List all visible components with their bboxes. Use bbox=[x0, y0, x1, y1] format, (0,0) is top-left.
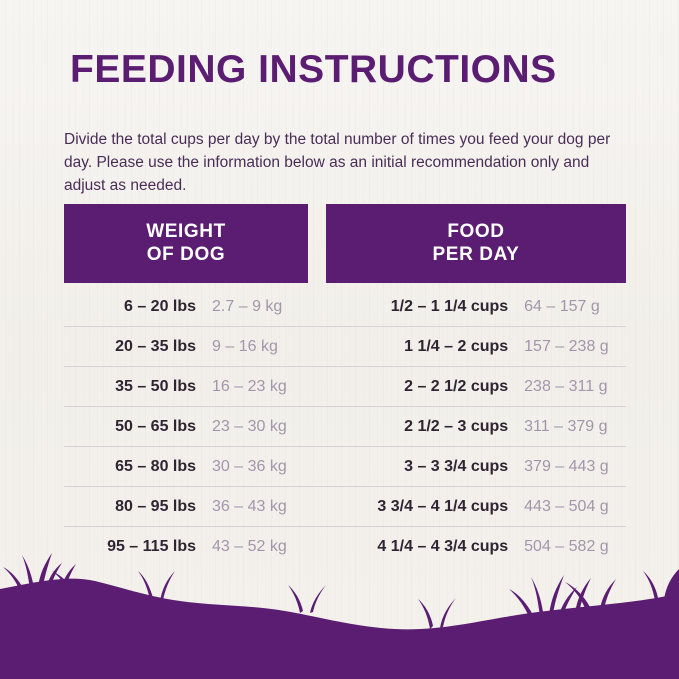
header-weight-of-dog bbox=[64, 204, 308, 283]
cell-weight-lbs: 65 – 80 lbs bbox=[115, 457, 197, 475]
cell-food-cups: 2 1/2 – 3 cups bbox=[404, 417, 509, 435]
cell-weight-lbs: 20 – 35 lbs bbox=[115, 337, 197, 355]
cell-food-cups: 2 – 2 1/2 cups bbox=[404, 377, 509, 395]
table-row bbox=[64, 367, 626, 407]
header-weight-line1: WEIGHT bbox=[146, 221, 226, 242]
cell-weight-lbs: 95 – 115 lbs bbox=[107, 537, 197, 555]
header-food-line2: PER DAY bbox=[432, 244, 520, 265]
cell-weight-kg: 43 – 52 kg bbox=[212, 537, 287, 555]
cell-weight-lbs: 35 – 50 lbs bbox=[115, 377, 197, 395]
cell-food-grams: 238 – 311 g bbox=[524, 377, 608, 395]
cell-food-grams: 64 – 157 g bbox=[524, 297, 600, 315]
cell-weight-lbs: 80 – 95 lbs bbox=[115, 497, 197, 515]
intro-paragraph: Divide the total cups per day by the total number of times you feed your dog per day. Please use the information below as an initial recommendation only and adjust as needed. bbox=[64, 131, 611, 194]
cell-food-grams: 443 – 504 g bbox=[524, 497, 609, 515]
cell-weight-kg: 2.7 – 9 kg bbox=[212, 297, 283, 315]
cell-food-cups: 3 3/4 – 4 1/4 cups bbox=[377, 497, 509, 515]
cell-food-grams: 157 – 238 g bbox=[524, 337, 609, 355]
cell-food-grams: 379 – 443 g bbox=[524, 457, 609, 475]
table-row bbox=[64, 327, 626, 367]
table-row bbox=[64, 287, 626, 327]
table-header-row bbox=[64, 204, 626, 283]
cell-food-grams: 311 – 379 g bbox=[524, 417, 608, 435]
cell-food-grams: 504 – 582 g bbox=[524, 537, 609, 555]
cell-weight-kg: 36 – 43 kg bbox=[212, 497, 287, 515]
page-title: FEEDING INSTRUCTIONS bbox=[70, 48, 557, 91]
cell-food-cups: 3 – 3 3/4 cups bbox=[404, 457, 509, 475]
cell-weight-lbs: 50 – 65 lbs bbox=[115, 417, 197, 435]
cell-weight-lbs: 6 – 20 lbs bbox=[123, 297, 197, 315]
table-row bbox=[64, 447, 626, 487]
cell-weight-kg: 16 – 23 kg bbox=[212, 377, 287, 395]
header-food-per-day bbox=[326, 204, 626, 283]
grass-silhouette-icon bbox=[0, 519, 679, 679]
feeding-table bbox=[64, 204, 626, 566]
cell-weight-kg: 30 – 36 kg bbox=[212, 457, 287, 475]
cell-food-cups: 1 1/4 – 2 cups bbox=[404, 337, 509, 355]
header-food-line1: FOOD bbox=[447, 221, 505, 242]
header-weight-line2: OF DOG bbox=[146, 244, 226, 265]
cell-weight-kg: 23 – 30 kg bbox=[212, 417, 287, 435]
cell-food-cups: 4 1/4 – 4 3/4 cups bbox=[377, 537, 509, 555]
table-row bbox=[64, 407, 626, 447]
cell-weight-kg: 9 – 16 kg bbox=[212, 337, 278, 355]
cell-food-cups: 1/2 – 1 1/4 cups bbox=[390, 297, 509, 315]
